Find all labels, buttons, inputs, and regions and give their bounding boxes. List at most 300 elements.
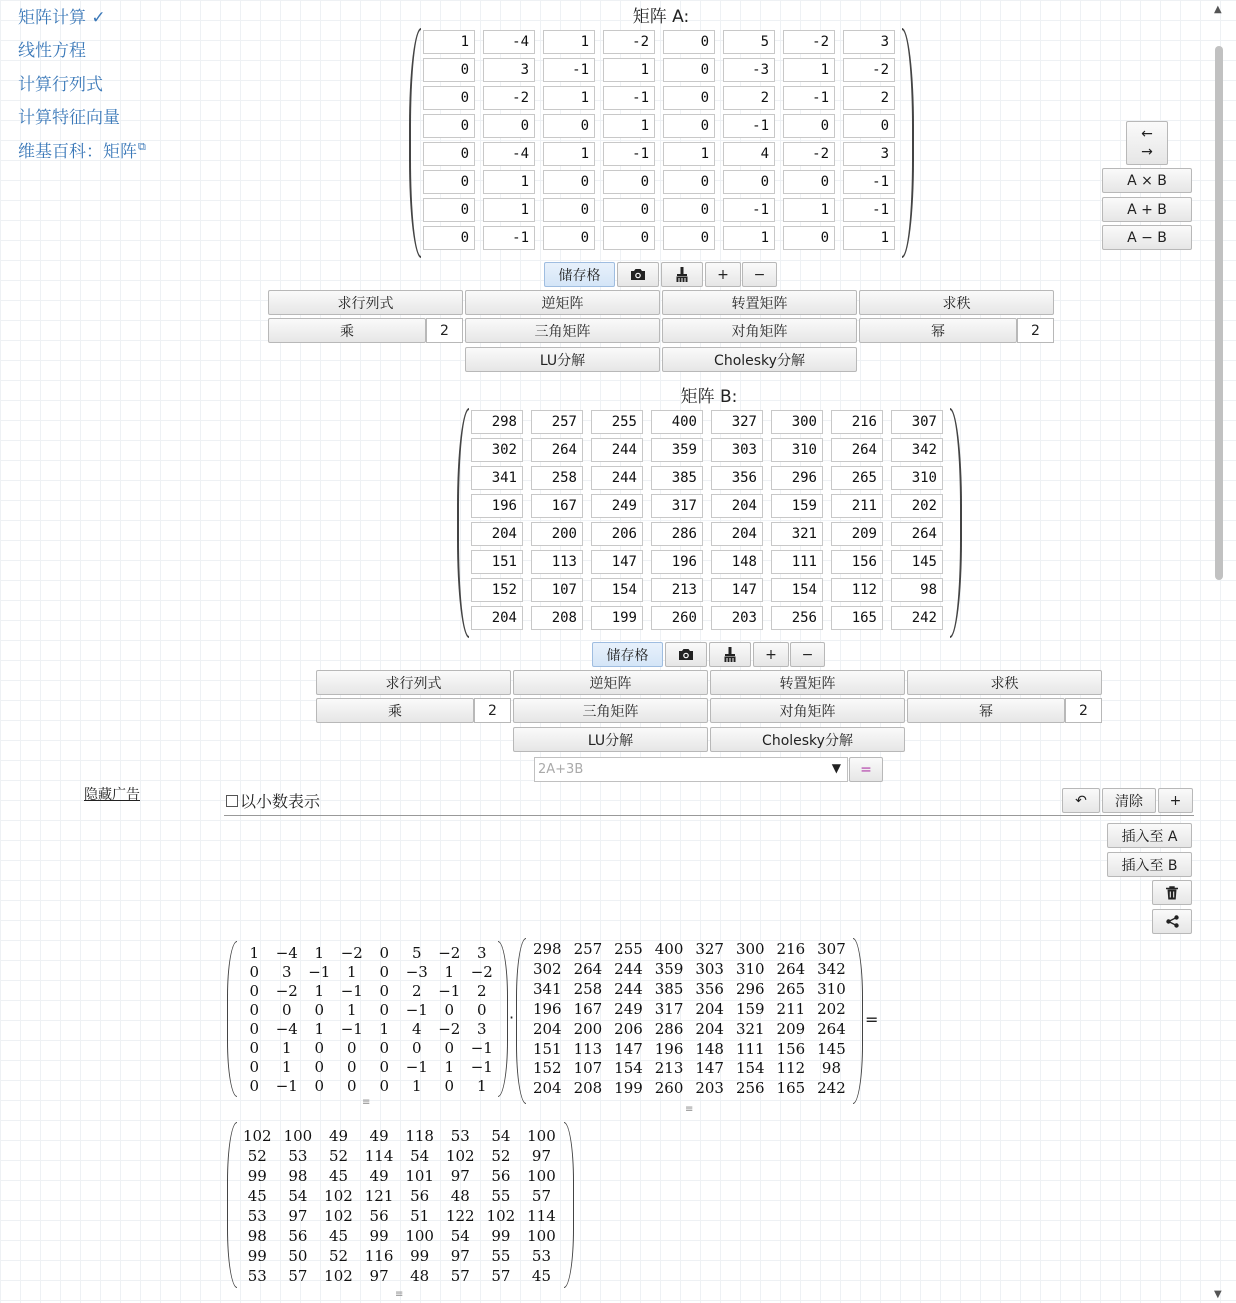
result-right-entry: 310 bbox=[817, 979, 846, 998]
result-left-entry: 0 bbox=[379, 1077, 390, 1095]
matrix-b-cell[interactable]: 342 bbox=[891, 438, 943, 462]
result-product-entry: 48 bbox=[410, 1267, 430, 1285]
nav-matrix-calc[interactable]: 矩阵计算 ✓ bbox=[18, 8, 106, 28]
result-product-entry: 53 bbox=[247, 1267, 267, 1285]
matrix-b-cell[interactable]: 258 bbox=[531, 466, 583, 490]
matrix-a-cells-button[interactable]: 储存格 bbox=[544, 262, 615, 287]
result-right-matrix bbox=[516, 938, 863, 1104]
matrix-b-cell[interactable]: 303 bbox=[711, 438, 763, 462]
a-plus-b-button[interactable]: A + B bbox=[1102, 197, 1192, 222]
result-left-entry: 1 bbox=[476, 1077, 487, 1095]
matrix-a-cell[interactable]: 0 bbox=[663, 86, 715, 110]
matrix-a-cell[interactable]: -4 bbox=[483, 30, 535, 54]
result-left-entry: 1 bbox=[314, 1020, 325, 1038]
matrix-b-cell[interactable]: 296 bbox=[771, 466, 823, 490]
matrix-b-cell[interactable]: 202 bbox=[891, 494, 943, 518]
result-right-entry: 244 bbox=[614, 959, 643, 978]
result-right-entry: 286 bbox=[654, 1019, 684, 1038]
insert-into-a-button[interactable]: 插入至 A bbox=[1107, 823, 1192, 848]
matrix-b-cell[interactable]: 204 bbox=[711, 494, 763, 518]
matrix-a-cell[interactable]: -4 bbox=[483, 142, 535, 166]
result-product-entry: 56 bbox=[369, 1207, 389, 1225]
matrix-a-cell[interactable]: 0 bbox=[423, 114, 475, 138]
matrix-b-cell[interactable]: 327 bbox=[711, 410, 763, 434]
result-product-entry: 97 bbox=[450, 1167, 470, 1185]
matrix-a-lu-button[interactable]: LU分解 bbox=[465, 347, 660, 372]
matrix-a-cell[interactable]: -2 bbox=[783, 30, 835, 54]
result-right-entry: 244 bbox=[614, 979, 643, 998]
matrix-a-cell[interactable]: 0 bbox=[543, 170, 595, 194]
result-left-entry: 0 bbox=[249, 1001, 260, 1019]
result-left-entry: −1 bbox=[438, 982, 461, 1000]
scroll-down-arrow-icon[interactable]: ▼ bbox=[1214, 1289, 1222, 1300]
result-right-entry: 257 bbox=[573, 940, 603, 958]
result-right-entry: 249 bbox=[614, 999, 643, 1018]
matrix-a-cell[interactable]: -1 bbox=[723, 198, 775, 222]
result-product-entry: 118 bbox=[405, 1127, 434, 1145]
matrix-b-cell[interactable]: 98 bbox=[891, 578, 943, 602]
scroll-up-arrow-icon[interactable]: ▲ bbox=[1214, 4, 1222, 15]
matrix-a-cell[interactable]: 3 bbox=[843, 30, 895, 54]
result-product-entry: 102 bbox=[242, 1127, 272, 1145]
matrix-a-camera-button[interactable] bbox=[617, 262, 659, 287]
matrix-b-cell[interactable]: 264 bbox=[831, 438, 883, 462]
expression-input[interactable] bbox=[534, 757, 848, 782]
matrix-a-transpose-button[interactable]: 转置矩阵 bbox=[662, 290, 857, 315]
result-left-entry: 2 bbox=[476, 982, 487, 1000]
matrix-a-cell[interactable]: 0 bbox=[783, 170, 835, 194]
matrix-b-cell[interactable]: 298 bbox=[471, 410, 523, 434]
matrix-b-triangular-button[interactable]: 三角矩阵 bbox=[513, 698, 708, 723]
result-right-entry: 327 bbox=[695, 940, 724, 958]
matrix-a-cell[interactable]: 0 bbox=[423, 58, 475, 82]
matrix-b-cell[interactable]: 255 bbox=[591, 410, 643, 434]
matrix-a-multiply-input[interactable]: 2 bbox=[426, 318, 463, 343]
result-product-entry: 98 bbox=[288, 1167, 308, 1185]
result-right-entry: 204 bbox=[532, 1079, 562, 1098]
a-minus-b-button[interactable]: A − B bbox=[1102, 225, 1192, 250]
matrix-b-cell[interactable]: 307 bbox=[891, 410, 943, 434]
matrix-b-cell[interactable]: 167 bbox=[531, 494, 583, 518]
matrix-a-cell[interactable]: -1 bbox=[603, 142, 655, 166]
result-left-entry: −4 bbox=[275, 1020, 298, 1038]
matrix-a-cell[interactable]: 0 bbox=[843, 114, 895, 138]
matrix-b-cell[interactable]: 147 bbox=[591, 550, 643, 574]
page-scrollbar[interactable] bbox=[1212, 0, 1226, 1303]
decimal-checkbox[interactable] bbox=[226, 795, 238, 807]
result-right-entry: 242 bbox=[817, 1079, 846, 1098]
matrix-a-cell[interactable]: 2 bbox=[843, 86, 895, 110]
result-product-entry: 98 bbox=[247, 1227, 267, 1245]
share-icon bbox=[1166, 915, 1179, 928]
matrix-b-power-button[interactable]: 幂 bbox=[907, 698, 1065, 723]
matrix-a-cell[interactable]: 0 bbox=[663, 114, 715, 138]
result-right-paren-close bbox=[853, 938, 863, 1104]
matrix-b-cell[interactable]: 196 bbox=[471, 494, 523, 518]
matrix-a-cell[interactable]: -1 bbox=[603, 86, 655, 110]
matrix-a-cell[interactable]: 1 bbox=[423, 30, 475, 54]
matrix-b-cell[interactable]: 113 bbox=[531, 550, 583, 574]
result-right-entry: 258 bbox=[573, 979, 603, 998]
result-right-entry: 342 bbox=[817, 959, 846, 978]
matrix-b-clear-button[interactable] bbox=[709, 642, 751, 667]
result-left-entry: 0 bbox=[249, 1058, 260, 1076]
result-operator: · bbox=[509, 1008, 515, 1027]
matrix-b-cell[interactable]: 249 bbox=[591, 494, 643, 518]
matrix-b-cell[interactable]: 356 bbox=[711, 466, 763, 490]
matrix-a-triangular-button[interactable]: 三角矩阵 bbox=[465, 318, 660, 343]
matrix-b-cell[interactable]: 154 bbox=[591, 578, 643, 602]
result-right-entry: 298 bbox=[532, 940, 562, 958]
result-right-entry: 209 bbox=[776, 1019, 806, 1038]
matrix-a-cell[interactable]: 1 bbox=[543, 30, 595, 54]
result-left-entry: 1 bbox=[281, 1039, 292, 1057]
external-link-icon: ⧉ bbox=[138, 140, 146, 154]
matrix-a-cell[interactable]: 1 bbox=[543, 86, 595, 110]
broom-icon bbox=[723, 647, 737, 662]
matrix-a-cell[interactable]: 1 bbox=[543, 142, 595, 166]
matrix-b-cell[interactable]: 209 bbox=[831, 522, 883, 546]
matrix-b-lu-button[interactable]: LU分解 bbox=[513, 727, 708, 752]
matrix-a-inverse-button[interactable]: 逆矩阵 bbox=[465, 290, 660, 315]
matrix-a-cell[interactable]: 0 bbox=[543, 114, 595, 138]
matrix-a-power-input[interactable]: 2 bbox=[1017, 318, 1054, 343]
result-right-entry: 400 bbox=[654, 940, 684, 958]
result-right-entry: 341 bbox=[532, 979, 562, 998]
matrix-a-cholesky-button[interactable]: Cholesky分解 bbox=[662, 347, 857, 372]
matrix-a-multiply-button[interactable]: 乘 bbox=[268, 318, 426, 343]
result-right-entry: 203 bbox=[695, 1079, 724, 1098]
matrix-b-cell[interactable]: 165 bbox=[831, 606, 883, 630]
matrix-a-cell[interactable]: 3 bbox=[483, 58, 535, 82]
result-right-drag-handle[interactable]: ≡ bbox=[685, 1104, 693, 1115]
matrix-a-cell[interactable]: 1 bbox=[843, 226, 895, 250]
matrix-b-add-size-button[interactable]: + bbox=[753, 642, 789, 667]
matrix-b-title: 矩阵 B: bbox=[680, 387, 738, 407]
result-left-entry: 0 bbox=[281, 1001, 292, 1019]
matrix-b-cell[interactable]: 111 bbox=[771, 550, 823, 574]
undo-button[interactable]: ↶ bbox=[1062, 788, 1100, 813]
matrix-b-camera-button[interactable] bbox=[665, 642, 707, 667]
result-left-entry: 2 bbox=[411, 982, 422, 1000]
decimal-label: 以小数表示 bbox=[240, 792, 321, 811]
matrix-a-cell[interactable]: 1 bbox=[483, 170, 535, 194]
result-right-entry: 202 bbox=[817, 999, 846, 1018]
result-product-entry: 99 bbox=[491, 1227, 511, 1245]
matrix-a-diagonal-button[interactable]: 对角矩阵 bbox=[662, 318, 857, 343]
matrix-a-cell[interactable]: 0 bbox=[723, 170, 775, 194]
nav-wikipedia-matrix[interactable] bbox=[18, 137, 146, 162]
matrix-b-cell[interactable]: 211 bbox=[831, 494, 883, 518]
result-left-entry: 0 bbox=[346, 1058, 357, 1076]
matrix-b-cell[interactable]: 341 bbox=[471, 466, 523, 490]
matrix-a-cell[interactable]: 2 bbox=[723, 86, 775, 110]
nav-eigenvectors[interactable]: 计算特征向量 bbox=[18, 108, 120, 128]
result-left-entry: 0 bbox=[249, 1020, 260, 1038]
matrix-a-cell[interactable]: 0 bbox=[663, 30, 715, 54]
result-left-entry: 0 bbox=[249, 982, 260, 1000]
matrix-a-cell[interactable]: 0 bbox=[423, 86, 475, 110]
result-left-entry: −2 bbox=[340, 944, 363, 962]
result-product-entry: 100 bbox=[405, 1227, 434, 1245]
history-divider bbox=[224, 815, 1194, 816]
result-product-entry: 45 bbox=[328, 1227, 349, 1245]
result-left-drag-handle[interactable]: ≡ bbox=[362, 1097, 370, 1108]
result-left-entry: −2 bbox=[275, 982, 298, 1000]
result-product-entry: 56 bbox=[410, 1187, 430, 1205]
matrix-b-cell[interactable]: 400 bbox=[651, 410, 703, 434]
matrix-a-rank-button[interactable]: 求秩 bbox=[859, 290, 1054, 315]
result-right-entry: 154 bbox=[735, 1059, 765, 1078]
matrix-a-cell[interactable]: 0 bbox=[423, 198, 475, 222]
result-right-entry: 264 bbox=[573, 959, 603, 978]
result-left-entry: 0 bbox=[249, 1039, 260, 1057]
result-left-entry: −1 bbox=[405, 1058, 428, 1076]
result-product-entry: 54 bbox=[491, 1127, 511, 1145]
matrix-b-cell[interactable]: 147 bbox=[711, 578, 763, 602]
matrix-b-cell[interactable]: 321 bbox=[771, 522, 823, 546]
matrix-a-add-size-button[interactable]: + bbox=[705, 262, 741, 287]
matrix-b-multiply-input[interactable]: 2 bbox=[474, 698, 511, 723]
result-product-drag-handle[interactable]: ≡ bbox=[395, 1289, 403, 1300]
matrix-b-cell[interactable]: 216 bbox=[831, 410, 883, 434]
result-product-entry: 45 bbox=[247, 1187, 267, 1205]
result-left-entry: 0 bbox=[379, 944, 390, 962]
matrix-a-cell[interactable]: 1 bbox=[783, 58, 835, 82]
expression-equals-button[interactable]: = bbox=[849, 757, 883, 782]
matrix-b-cell[interactable]: 145 bbox=[891, 550, 943, 574]
matrix-a-cell[interactable]: 0 bbox=[663, 226, 715, 250]
matrix-a-cell[interactable]: -2 bbox=[483, 86, 535, 110]
matrix-b-cholesky-button[interactable]: Cholesky分解 bbox=[710, 727, 905, 752]
matrix-b-determinant-button[interactable]: 求行列式 bbox=[316, 670, 511, 695]
matrix-a-cell[interactable]: -1 bbox=[543, 58, 595, 82]
matrix-b-cell[interactable]: 213 bbox=[651, 578, 703, 602]
matrix-b-cell[interactable]: 310 bbox=[771, 438, 823, 462]
matrix-a-cell[interactable]: 1 bbox=[603, 114, 655, 138]
matrix-b-cell[interactable]: 244 bbox=[591, 466, 643, 490]
matrix-b-cell[interactable]: 156 bbox=[831, 550, 883, 574]
result-left-entry: 0 bbox=[379, 1039, 390, 1057]
decimal-toggle[interactable] bbox=[226, 789, 320, 812]
matrix-a-cell[interactable]: 0 bbox=[603, 170, 655, 194]
matrix-a-cell[interactable]: -2 bbox=[783, 142, 835, 166]
matrix-a-cell[interactable]: 0 bbox=[423, 170, 475, 194]
matrix-a-right-paren bbox=[902, 28, 914, 258]
result-product-entry: 99 bbox=[247, 1247, 267, 1265]
matrix-b-cell[interactable]: 264 bbox=[531, 438, 583, 462]
matrix-b-cell[interactable]: 206 bbox=[591, 522, 643, 546]
matrix-b-cell[interactable]: 200 bbox=[531, 522, 583, 546]
matrix-b-cell[interactable]: 196 bbox=[651, 550, 703, 574]
matrix-a-cell[interactable]: 0 bbox=[603, 198, 655, 222]
result-product-entry: 97 bbox=[369, 1267, 389, 1285]
a-times-b-button[interactable]: A × B bbox=[1102, 168, 1192, 193]
matrix-b-cell[interactable]: 359 bbox=[651, 438, 703, 462]
matrix-a-cell[interactable]: -3 bbox=[723, 58, 775, 82]
result-left-entry: 0 bbox=[444, 1039, 455, 1057]
result-right-entry: 204 bbox=[695, 1019, 724, 1038]
hide-ads-link[interactable]: 隐藏广告 bbox=[84, 787, 140, 803]
matrix-a-cell[interactable]: 0 bbox=[783, 114, 835, 138]
matrix-a-cell[interactable]: 1 bbox=[663, 142, 715, 166]
matrix-a-cell[interactable]: 0 bbox=[423, 226, 475, 250]
result-product-entry: 57 bbox=[288, 1267, 308, 1285]
result-left-entry: 0 bbox=[346, 1077, 357, 1095]
result-product-entry: 52 bbox=[247, 1147, 267, 1165]
matrix-b-cell[interactable]: 260 bbox=[651, 606, 703, 630]
insert-into-b-button[interactable]: 插入至 B bbox=[1107, 852, 1192, 877]
result-right-entry: 196 bbox=[532, 999, 562, 1018]
matrix-b-cell[interactable]: 112 bbox=[831, 578, 883, 602]
matrix-b-multiply-button[interactable]: 乘 bbox=[316, 698, 474, 723]
result-left-entry: 3 bbox=[476, 1020, 487, 1038]
matrix-a-cell[interactable]: -1 bbox=[723, 114, 775, 138]
result-right-entry: 167 bbox=[573, 999, 603, 1018]
matrix-a-cell[interactable]: 0 bbox=[663, 198, 715, 222]
matrix-a-cell[interactable]: -1 bbox=[843, 170, 895, 194]
result-right-entry: 196 bbox=[654, 1039, 684, 1058]
matrix-b-cell[interactable]: 264 bbox=[891, 522, 943, 546]
result-left-matrix bbox=[227, 941, 508, 1097]
matrix-a-remove-size-button[interactable]: − bbox=[742, 262, 777, 287]
matrix-b-remove-size-button[interactable]: − bbox=[790, 642, 825, 667]
result-left-entry: 1 bbox=[314, 982, 325, 1000]
matrix-b-cell[interactable]: 265 bbox=[831, 466, 883, 490]
result-right-entry: 264 bbox=[776, 959, 806, 978]
result-product-entry: 53 bbox=[247, 1207, 267, 1225]
matrix-b-cell[interactable]: 385 bbox=[651, 466, 703, 490]
matrix-b-diagonal-button[interactable]: 对角矩阵 bbox=[710, 698, 905, 723]
result-product-entry: 102 bbox=[445, 1147, 475, 1165]
result-right-entry: 145 bbox=[817, 1039, 846, 1058]
camera-icon bbox=[630, 268, 646, 281]
matrix-b-cell[interactable]: 256 bbox=[771, 606, 823, 630]
result-product-entry: 45 bbox=[328, 1167, 349, 1185]
result-product-entry: 53 bbox=[288, 1147, 308, 1165]
matrix-b-cell[interactable]: 204 bbox=[471, 606, 523, 630]
matrix-a-cell[interactable]: 0 bbox=[663, 170, 715, 194]
matrix-b-cell[interactable]: 302 bbox=[471, 438, 523, 462]
result-left-entry: 0 bbox=[314, 1077, 325, 1095]
matrix-a-cell[interactable]: 0 bbox=[603, 226, 655, 250]
nav-determinant[interactable]: 计算行列式 bbox=[18, 75, 103, 95]
result-right-paren-open bbox=[516, 938, 526, 1104]
matrix-a-cell[interactable]: -1 bbox=[483, 226, 535, 250]
matrix-b-cell[interactable]: 152 bbox=[471, 578, 523, 602]
matrix-b-cell[interactable]: 300 bbox=[771, 410, 823, 434]
matrix-b-cell[interactable]: 159 bbox=[771, 494, 823, 518]
result-left-entry: 0 bbox=[314, 1058, 325, 1076]
matrix-a-cell[interactable]: 1 bbox=[783, 198, 835, 222]
result-right-entry: 151 bbox=[532, 1039, 562, 1058]
matrix-b-power-input[interactable]: 2 bbox=[1065, 698, 1102, 723]
matrix-b-cells bbox=[471, 410, 943, 630]
matrix-a-cell[interactable]: 0 bbox=[543, 226, 595, 250]
nav-linear-equations[interactable]: 线性方程 bbox=[18, 41, 86, 61]
matrix-a-power-button[interactable]: 幂 bbox=[859, 318, 1017, 343]
matrix-a-cell[interactable]: -1 bbox=[843, 198, 895, 222]
matrix-a-cell[interactable]: 1 bbox=[723, 226, 775, 250]
matrix-a-cell[interactable]: 1 bbox=[483, 198, 535, 222]
matrix-b-inverse-button[interactable]: 逆矩阵 bbox=[513, 670, 708, 695]
matrix-a-cell[interactable]: 0 bbox=[663, 58, 715, 82]
result-right-entry: 200 bbox=[573, 1019, 603, 1038]
matrix-a-cell[interactable]: 1 bbox=[603, 58, 655, 82]
result-left-entry: 1 bbox=[281, 1058, 292, 1076]
clear-history-button[interactable]: 清除 bbox=[1102, 788, 1156, 813]
matrix-b-cell[interactable]: 107 bbox=[531, 578, 583, 602]
share-result-button[interactable] bbox=[1152, 909, 1192, 934]
result-right-entry: 260 bbox=[654, 1079, 684, 1098]
matrix-a-cell[interactable]: 0 bbox=[543, 198, 595, 222]
matrix-b-left-paren bbox=[457, 408, 469, 638]
matrix-a-cell[interactable]: -2 bbox=[843, 58, 895, 82]
matrix-b-cell[interactable]: 199 bbox=[591, 606, 643, 630]
matrix-a-cell[interactable]: 0 bbox=[423, 142, 475, 166]
matrix-b-transpose-button[interactable]: 转置矩阵 bbox=[710, 670, 905, 695]
result-right-entry: 385 bbox=[654, 979, 684, 998]
matrix-b-cell[interactable]: 317 bbox=[651, 494, 703, 518]
matrix-b-cell[interactable]: 204 bbox=[471, 522, 523, 546]
matrix-b-cell[interactable]: 154 bbox=[771, 578, 823, 602]
matrix-a-determinant-button[interactable]: 求行列式 bbox=[268, 290, 463, 315]
result-right-entry: 154 bbox=[614, 1059, 643, 1078]
result-product-entry: 56 bbox=[491, 1167, 511, 1185]
result-left-entry: 3 bbox=[476, 944, 487, 962]
matrix-a-cell[interactable]: 4 bbox=[723, 142, 775, 166]
matrix-a-cell[interactable]: 0 bbox=[483, 114, 535, 138]
matrix-a-cell[interactable]: -2 bbox=[603, 30, 655, 54]
matrix-a-cell[interactable]: 5 bbox=[723, 30, 775, 54]
matrix-a-cell[interactable]: 3 bbox=[843, 142, 895, 166]
matrix-b-cell[interactable]: 242 bbox=[891, 606, 943, 630]
matrix-b-cell[interactable]: 208 bbox=[531, 606, 583, 630]
result-left-entry: 1 bbox=[346, 963, 357, 981]
add-history-button[interactable]: + bbox=[1158, 788, 1193, 813]
matrix-b-cell[interactable]: 310 bbox=[891, 466, 943, 490]
matrix-a-cell[interactable]: 0 bbox=[783, 226, 835, 250]
result-left-entry: 1 bbox=[411, 1077, 422, 1095]
result-left-entry: 5 bbox=[411, 944, 422, 962]
matrix-b-cell[interactable]: 203 bbox=[711, 606, 763, 630]
result-left-entry: −1 bbox=[470, 1039, 493, 1057]
result-right-entry: 165 bbox=[776, 1079, 806, 1098]
result-right-entry: 98 bbox=[821, 1059, 841, 1078]
result-product-entry: 100 bbox=[527, 1167, 556, 1185]
result-product-entry: 54 bbox=[410, 1147, 430, 1165]
matrix-b-cell[interactable]: 257 bbox=[531, 410, 583, 434]
matrix-a-clear-button[interactable] bbox=[661, 262, 703, 287]
result-product-entry: 97 bbox=[450, 1247, 470, 1265]
result-left-entry: 0 bbox=[444, 1077, 455, 1095]
matrix-b-cell[interactable]: 148 bbox=[711, 550, 763, 574]
result-left-entry: 1 bbox=[314, 944, 325, 962]
result-right-entry: 255 bbox=[614, 940, 643, 958]
matrix-b-cell[interactable]: 151 bbox=[471, 550, 523, 574]
matrix-b-cell[interactable]: 244 bbox=[591, 438, 643, 462]
matrix-b-cell[interactable]: 204 bbox=[711, 522, 763, 546]
matrix-a-cell[interactable]: -1 bbox=[783, 86, 835, 110]
result-right-entry: 359 bbox=[654, 959, 684, 978]
swap-matrices-button[interactable] bbox=[1126, 121, 1168, 165]
matrix-b-rank-button[interactable]: 求秩 bbox=[907, 670, 1102, 695]
matrix-b-cells-button[interactable]: 储存格 bbox=[592, 642, 663, 667]
scrollbar-thumb[interactable] bbox=[1215, 46, 1223, 580]
matrix-b-cell[interactable]: 286 bbox=[651, 522, 703, 546]
result-left-entry: 0 bbox=[379, 982, 390, 1000]
delete-result-button[interactable] bbox=[1152, 880, 1192, 905]
